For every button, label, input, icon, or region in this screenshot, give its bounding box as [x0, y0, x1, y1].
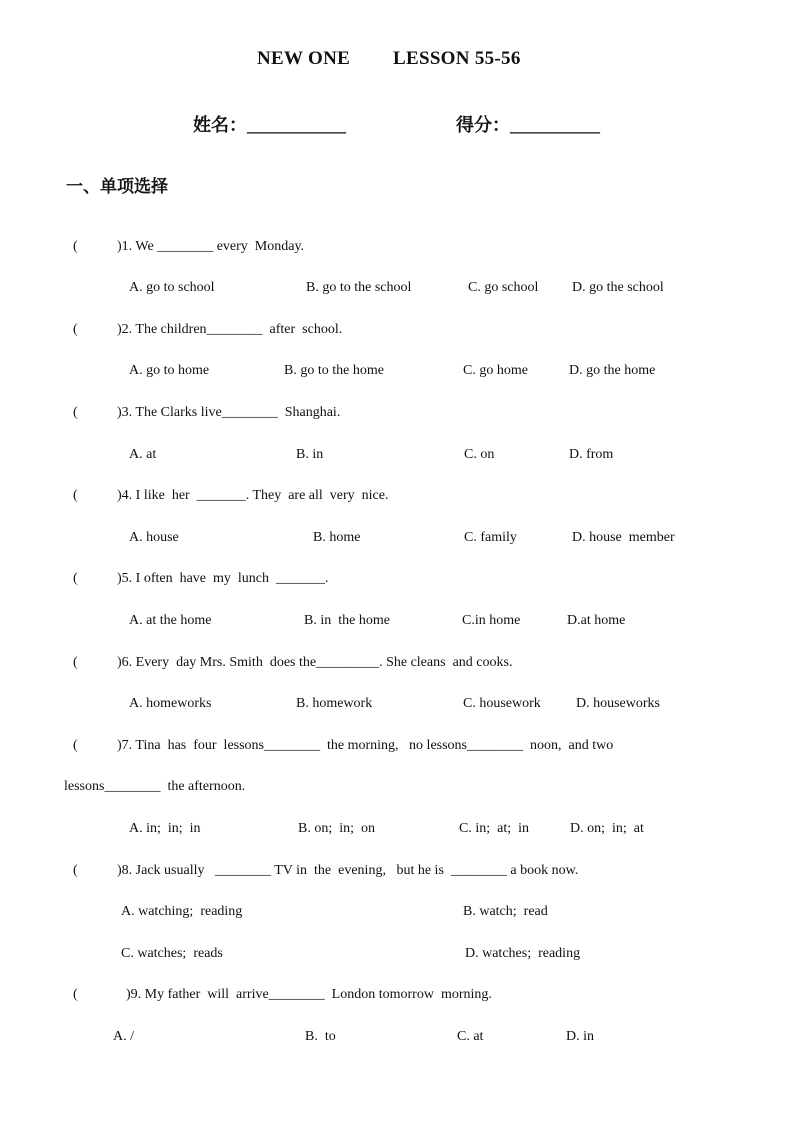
- q1-option-c: C. go school: [468, 280, 539, 295]
- answer-paren-open: (: [73, 738, 78, 753]
- q3-option-b: B. in: [296, 447, 324, 462]
- answer-paren-open: (: [73, 571, 78, 586]
- q4-option-b: B. home: [313, 530, 361, 545]
- q9-option-b: B. to: [305, 1029, 336, 1044]
- q2-option-c: C. go home: [463, 363, 528, 378]
- answer-paren-open: (: [73, 987, 78, 1002]
- q8-option-b: B. watch; read: [463, 904, 548, 919]
- question-2: )2. The children________ after school.: [117, 322, 343, 337]
- q1-option-d: D. go the school: [572, 280, 664, 295]
- section-title: 一、单项选择: [66, 177, 168, 196]
- question-9: )9. My father will arrive________ London tomorrow morning.: [126, 987, 492, 1002]
- question-8: )8. Jack usually ________ TV in the evening, but he is ________ a book now.: [117, 863, 579, 878]
- question-5: )5. I often have my lunch _______.: [117, 571, 329, 586]
- answer-paren-open: (: [73, 322, 78, 337]
- q7-option-d: D. on; in; at: [570, 821, 644, 836]
- q2-option-d: D. go the home: [569, 363, 656, 378]
- q6-option-c: C. housework: [463, 696, 541, 711]
- q1-option-b: B. go to the school: [306, 280, 412, 295]
- q7-option-b: B. on; in; on: [298, 821, 376, 836]
- answer-paren-open: (: [73, 405, 78, 420]
- q3-option-c: C. on: [464, 447, 495, 462]
- answer-paren-open: (: [73, 863, 78, 878]
- q8-option-a: A. watching; reading: [121, 904, 243, 919]
- title-left: NEW ONE: [257, 48, 351, 69]
- q5-option-a: A. at the home: [129, 613, 212, 628]
- q6-option-d: D. houseworks: [576, 696, 660, 711]
- q5-option-c: C.in home: [462, 613, 521, 628]
- answer-paren-open: (: [73, 239, 78, 254]
- answer-paren-open: (: [73, 655, 78, 670]
- q1-option-a: A. go to school: [129, 280, 215, 295]
- q4-option-a: A. house: [129, 530, 179, 545]
- question-7-continuation: lessons________ the afternoon.: [64, 779, 246, 794]
- q9-option-d: D. in: [566, 1029, 594, 1044]
- score-field: 得分：__________: [456, 115, 600, 135]
- q6-option-a: A. homeworks: [129, 696, 212, 711]
- q6-option-b: B. homework: [296, 696, 373, 711]
- question-4: )4. I like her _______. They are all very nice.: [117, 488, 389, 503]
- q5-option-b: B. in the home: [304, 613, 390, 628]
- q9-option-a: A. /: [113, 1029, 134, 1044]
- q4-option-c: C. family: [464, 530, 517, 545]
- answer-paren-open: (: [73, 488, 78, 503]
- q5-option-d: D.at home: [567, 613, 626, 628]
- q2-option-b: B. go to the home: [284, 363, 384, 378]
- question-3: )3. The Clarks live________ Shanghai.: [117, 405, 341, 420]
- q8-option-c: C. watches; reads: [121, 946, 223, 961]
- title-right: LESSON 55-56: [393, 48, 521, 69]
- q2-option-a: A. go to home: [129, 363, 210, 378]
- q3-option-a: A. at: [129, 447, 157, 462]
- q9-option-c: C. at: [457, 1029, 484, 1044]
- question-7: )7. Tina has four lessons________ the morning, no lessons________ noon, and two: [117, 738, 614, 753]
- q8-option-d: D. watches; reading: [465, 946, 581, 961]
- q3-option-d: D. from: [569, 447, 614, 462]
- q4-option-d: D. house member: [572, 530, 675, 545]
- q7-option-a: A. in; in; in: [129, 821, 201, 836]
- question-6: )6. Every day Mrs. Smith does the_________. She cleans and cooks.: [117, 655, 513, 670]
- question-1: )1. We ________ every Monday.: [117, 239, 305, 254]
- name-field: 姓名：___________: [193, 115, 346, 135]
- q7-option-c: C. in; at; in: [459, 821, 529, 836]
